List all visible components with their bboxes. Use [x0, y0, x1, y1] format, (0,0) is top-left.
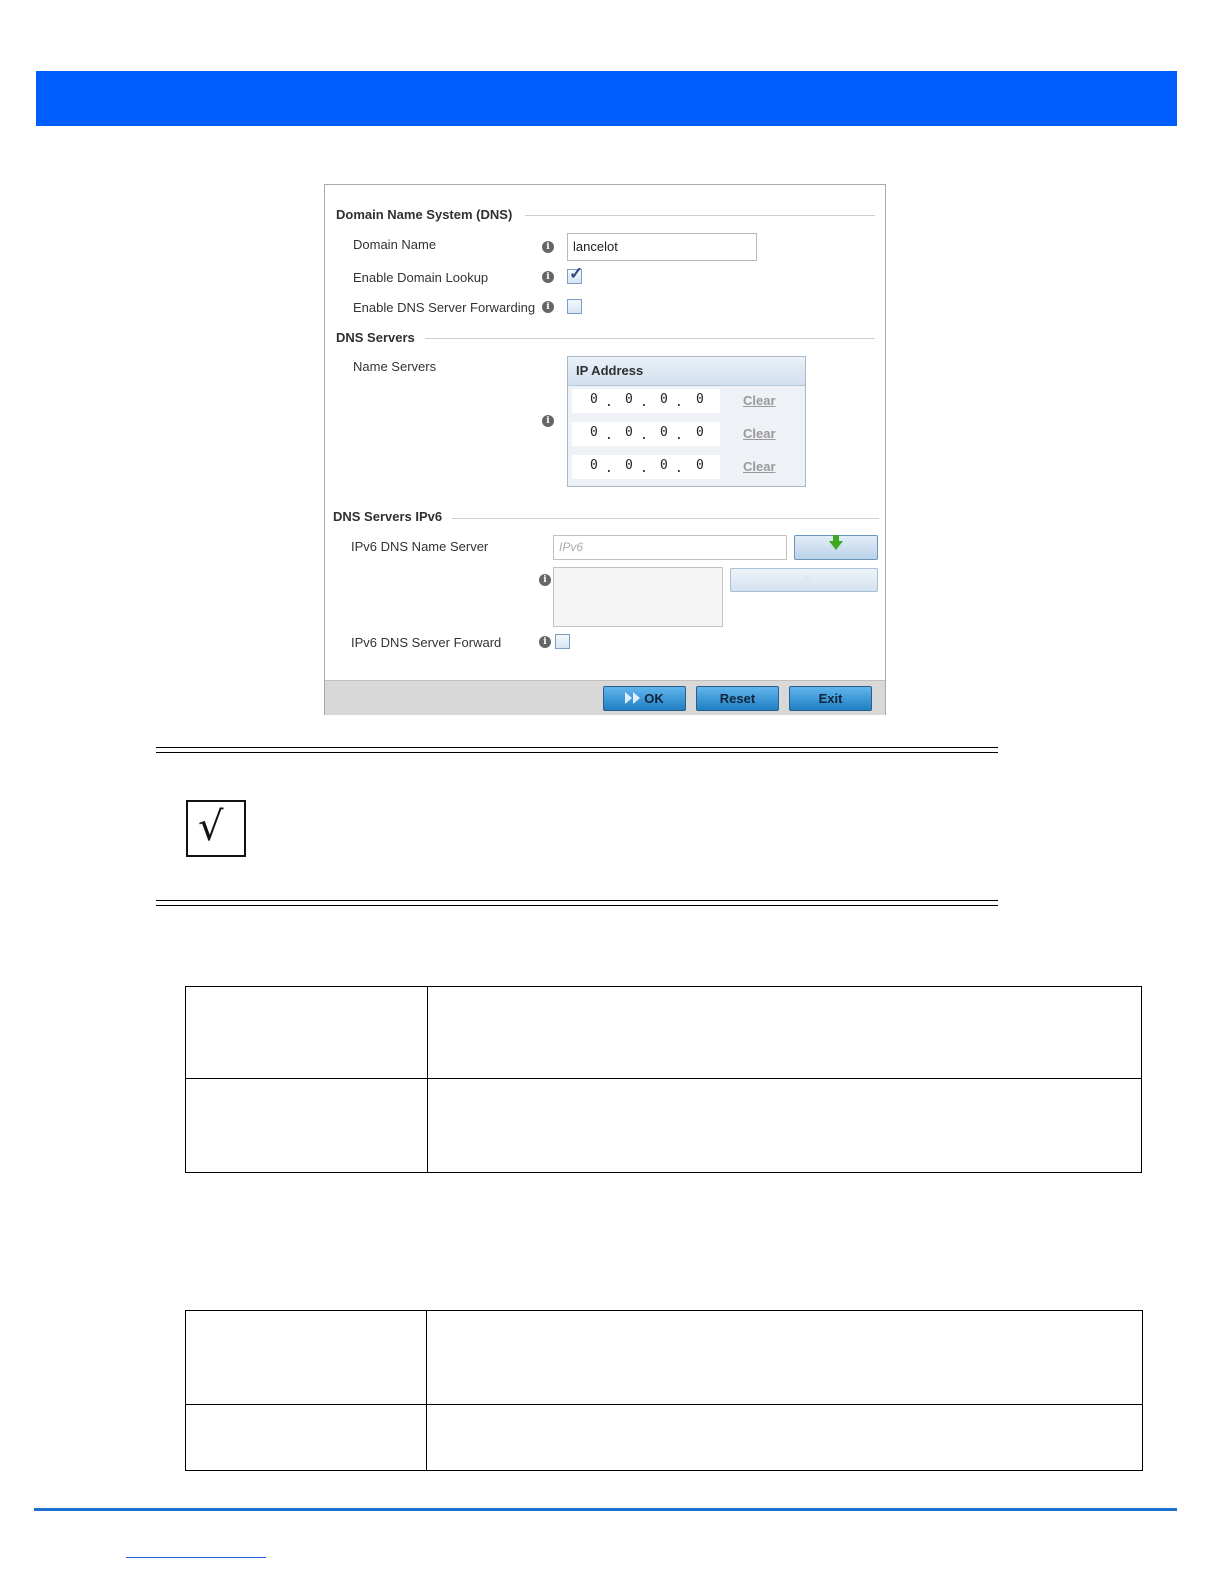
forward-icon [625, 692, 632, 704]
section-divider [425, 338, 875, 339]
arrow-up-icon [799, 574, 813, 582]
table-row [572, 387, 802, 415]
table-cell [186, 1311, 427, 1405]
note-rule [156, 752, 998, 753]
footer-link[interactable] [126, 1557, 266, 1558]
reset-button[interactable]: Reset [696, 686, 779, 711]
info-icon[interactable]: i [542, 415, 554, 427]
ip-address-column-header: IP Address [568, 357, 805, 386]
table-row [186, 1079, 1142, 1173]
info-icon[interactable]: i [542, 301, 554, 313]
exit-button[interactable]: Exit [789, 686, 872, 711]
dialog-footer [325, 680, 885, 715]
table-row [572, 420, 802, 448]
ipv6-name-server-label: IPv6 DNS Name Server [351, 539, 489, 554]
table-cell [428, 1079, 1142, 1173]
table-cell [186, 1405, 427, 1471]
ipv6-server-list[interactable] [553, 567, 723, 627]
ip-address-input[interactable]: 0 . 0 . 0 . 0 [572, 389, 720, 413]
arrow-down-icon [829, 541, 843, 550]
dns-settings-dialog [324, 184, 886, 715]
dns-servers-title: DNS Servers [336, 330, 415, 345]
checkmark-icon: √ [198, 804, 224, 850]
enable-dns-forwarding-label: Enable DNS Server Forwarding [353, 300, 536, 315]
note-rule [156, 900, 998, 901]
check-icon: ✓ [569, 264, 584, 283]
ok-button[interactable]: OK [603, 686, 686, 711]
info-icon[interactable]: i [539, 636, 551, 648]
footer-rule [34, 1508, 1177, 1511]
ipv6-name-server-input[interactable]: IPv6 [553, 535, 787, 560]
table-row [572, 453, 802, 481]
clear-link[interactable]: Clear [743, 459, 776, 474]
section-divider [452, 518, 879, 519]
dns-section-title: Domain Name System (DNS) [336, 207, 513, 222]
table-cell [427, 1311, 1143, 1405]
table-cell [186, 987, 428, 1079]
clear-link[interactable]: Clear [743, 426, 776, 441]
name-servers-table [567, 356, 806, 487]
dns-servers-ipv6-title: DNS Servers IPv6 [333, 509, 443, 524]
note-rule [156, 905, 998, 906]
table-row [186, 1405, 1143, 1471]
name-servers-label: Name Servers [353, 359, 437, 374]
remove-ipv6-button[interactable] [730, 568, 878, 592]
table-row [186, 1311, 1143, 1405]
enable-domain-lookup-label: Enable Domain Lookup [353, 270, 489, 285]
add-ipv6-button[interactable] [794, 535, 878, 560]
enable-dns-forwarding-checkbox[interactable] [567, 299, 582, 314]
table-cell [427, 1405, 1143, 1471]
info-icon[interactable]: i [539, 574, 551, 586]
enable-domain-lookup-checkbox[interactable] [567, 264, 584, 284]
domain-name-input[interactable]: lancelot [567, 233, 757, 261]
ipv6-server-forward-checkbox[interactable] [555, 634, 570, 649]
note-rule [156, 747, 998, 748]
table-cell [428, 987, 1142, 1079]
domain-name-label: Domain Name [353, 237, 437, 252]
section-divider [525, 215, 875, 216]
parameter-table [185, 986, 1142, 1173]
clear-link[interactable]: Clear [743, 393, 776, 408]
header-banner [36, 71, 1177, 126]
ip-address-input[interactable]: 0 . 0 . 0 . 0 [572, 455, 720, 479]
info-icon[interactable]: i [542, 271, 554, 283]
table-row [186, 987, 1142, 1079]
info-icon[interactable]: i [542, 241, 554, 253]
table-cell [186, 1079, 428, 1173]
note-box [186, 800, 246, 857]
ip-address-input[interactable]: 0 . 0 . 0 . 0 [572, 422, 720, 446]
ipv6-server-forward-label: IPv6 DNS Server Forward [351, 635, 502, 650]
parameter-table [185, 1310, 1143, 1471]
